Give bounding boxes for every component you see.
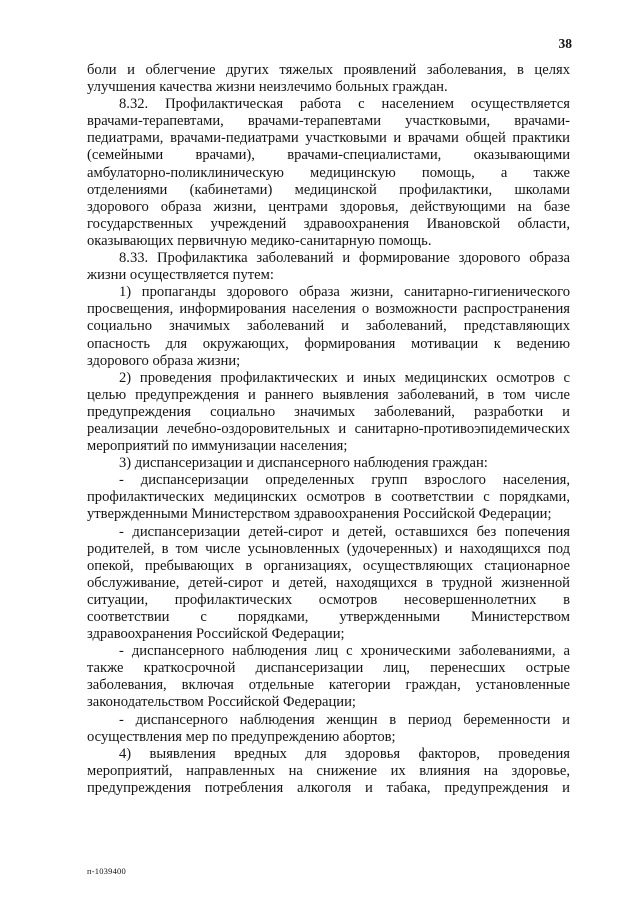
text-line: реализации лечебно-оздоровительных и санитарно-противоэпидемических — [87, 420, 570, 437]
text-line: целью предупреждения и раннего выявления заболеваний, в том числе — [87, 386, 570, 403]
text-line: жизни осуществляется путем: — [87, 267, 274, 284]
text-line: осуществления мер по предупреждению абортов; — [87, 728, 396, 745]
text-line: улучшения качества жизни неизлечимо больных граждан. — [87, 79, 448, 96]
text-line: здорового образа жизни; — [87, 352, 241, 369]
text-line: отделениями (кабинетами) медицинской профилактики, школами — [87, 181, 570, 198]
document-code: п-1039400 — [87, 866, 126, 876]
document-body — [87, 62, 570, 797]
text-line: соответствии с порядками, утвержденными Министерством — [87, 609, 570, 625]
page-number: 38 — [558, 36, 572, 51]
text-line: - диспансерного наблюдения лиц с хроническими заболеваниями, а — [119, 643, 570, 660]
text-line: предупреждения потребления алкоголя и табака, предупреждения и — [87, 779, 570, 796]
text-line: заболевания, включая отдельные категории граждан, установленные — [87, 677, 570, 694]
text-line: амбулаторно-поликлиническую медицинскую помощь, а также — [87, 164, 570, 181]
text-line: ситуации, профилактических осмотров несовершеннолетних в — [87, 591, 570, 608]
text-line: законодательством Российской Федерации; — [87, 694, 356, 711]
text-line: 1) пропаганды здорового образа жизни, санитарно-гигиенического — [119, 284, 570, 301]
text-line: мероприятий по иммунизации населения; — [87, 438, 348, 455]
text-line: также краткосрочной диспансеризации лиц, перенесших острые — [87, 660, 570, 677]
text-line: мероприятий, направленных на снижение их влияния на здоровье, — [87, 762, 570, 779]
text-line: 3) диспансеризации и диспансерного наблюдения граждан: — [119, 455, 488, 472]
text-line: здорового образа жизни, центрами здоровья, действующими на базе — [87, 198, 570, 215]
text-line: - диспансеризации определенных групп взрослого населения, — [119, 472, 570, 489]
text-line: педиатрами, врачами-педиатрами участковыми и врачами общей практики — [87, 130, 570, 147]
text-line: (семейными врачами), врачами-специалистами, оказывающими — [87, 147, 570, 164]
text-line: социально значимых заболеваний и заболеваний, представляющих — [87, 318, 570, 335]
text-line: - диспансеризации детей-сирот и детей, оставшихся без попечения — [119, 523, 570, 540]
text-line: обслуживание, детей-сирот и детей, находящихся в трудной жизненной — [87, 574, 570, 591]
text-line: 8.32. Профилактическая работа с населением осуществляется — [119, 96, 570, 113]
text-line: боли и облегчение других тяжелых проявлений заболевания, в целях — [87, 62, 570, 78]
text-line: 2) проведения профилактических и иных медицинских осмотров с — [119, 369, 570, 386]
text-line: родителей, в том числе усыновленных (удочеренных) и находящихся под — [87, 540, 570, 557]
text-line: оказывающих первичную медико-санитарную помощь. — [87, 232, 432, 249]
text-line: утвержденными Министерством здравоохранения Российской Федерации; — [87, 506, 552, 523]
text-line: опасность для окружающих, формирования мотивации к ведению — [87, 335, 570, 352]
text-line: - диспансерного наблюдения женщин в период беременности и — [119, 711, 570, 728]
text-line: здравоохранения Российской Федерации; — [87, 626, 345, 643]
text-line: профилактических медицинских осмотров в соответствии с порядками, — [87, 489, 570, 506]
text-line: предупреждения социально значимых заболеваний, разработки и — [87, 403, 570, 420]
text-line: опекой, пребывающих в организациях, осуществляющих стационарное — [87, 557, 570, 574]
text-line: врачами-терапевтами, врачами-терапевтами участковыми, врачами- — [87, 113, 570, 130]
text-line: государственных учреждений здравоохранения Ивановской области, — [87, 215, 570, 232]
text-line: 4) выявления вредных для здоровья факторов, проведения — [119, 745, 570, 762]
text-line: 8.33. Профилактика заболеваний и формирование здорового образа — [119, 250, 570, 267]
text-line: просвещения, информирования населения о возможности распространения — [87, 301, 570, 318]
